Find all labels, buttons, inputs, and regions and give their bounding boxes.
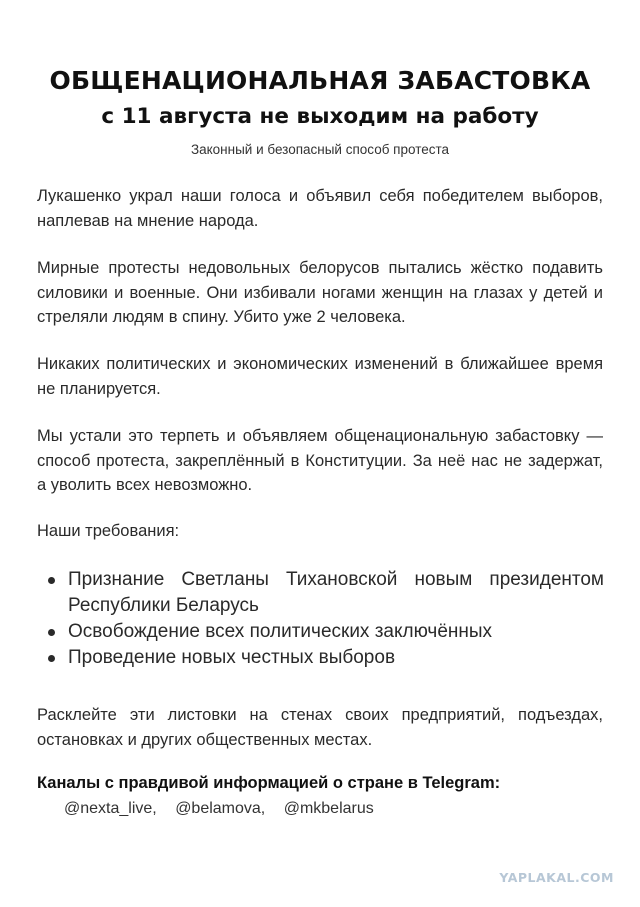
list-item <box>48 645 604 671</box>
paragraph-protests-suppressed: Мирные протесты недовольных белорусов пытались жёстко подавить силовики и военные. Они избивали ногами женщин на глазах у детей и стреляли людям в спину. Убито уже 2 человека. <box>37 259 603 326</box>
demand-text: Признание Светланы Тихановской новым президентом Республики Беларусь <box>68 569 604 616</box>
paragraph-strike-announcement: Мы устали это терпеть и объявляем общенациональную забастовку — способ протеста, закреплённый в Конституции. За неё нас не задержат, а уволить всех невозможно. <box>37 427 603 494</box>
page-subtitle: с 11 августа не выходим на работу <box>101 104 539 129</box>
bullet-icon <box>48 629 55 636</box>
channel-nexta-live: @nexta_live, <box>64 800 157 817</box>
paragraph-call-to-action: Расклейте эти листовки на стенах своих предприятий, подъездах, остановках и других общественных местах. <box>37 706 603 749</box>
bullet-icon <box>48 577 55 584</box>
page-title: ОБЩЕНАЦИОНАЛЬНАЯ ЗАБАСТОВКА <box>49 66 591 95</box>
channels-heading: Каналы с правдивой информацией о стране в Telegram: <box>37 774 501 792</box>
list-item <box>48 567 604 619</box>
channel-mkbelarus: @mkbelarus <box>283 800 374 817</box>
paragraph-no-changes: Никаких политических и экономических изменений в ближайшее время не планируется. <box>37 355 603 398</box>
channels-list <box>64 800 388 818</box>
demand-text: Проведение новых честных выборов <box>68 647 396 668</box>
demands-list <box>48 567 604 671</box>
demand-text: Освобождение всех политических заключённых <box>68 621 493 642</box>
list-item <box>48 619 604 645</box>
bullet-icon <box>48 655 55 662</box>
paragraph-stolen-votes: Лукашенко украл наши голоса и объявил себя победителем выборов, наплевав на мнение народа. <box>37 187 603 230</box>
demands-heading: Наши требования: <box>37 522 180 540</box>
channel-belamova: @belamova, <box>175 800 266 817</box>
tagline: Законный и безопасный способ протеста <box>190 142 450 157</box>
watermark: YAPLAKAL.COM <box>499 870 614 885</box>
